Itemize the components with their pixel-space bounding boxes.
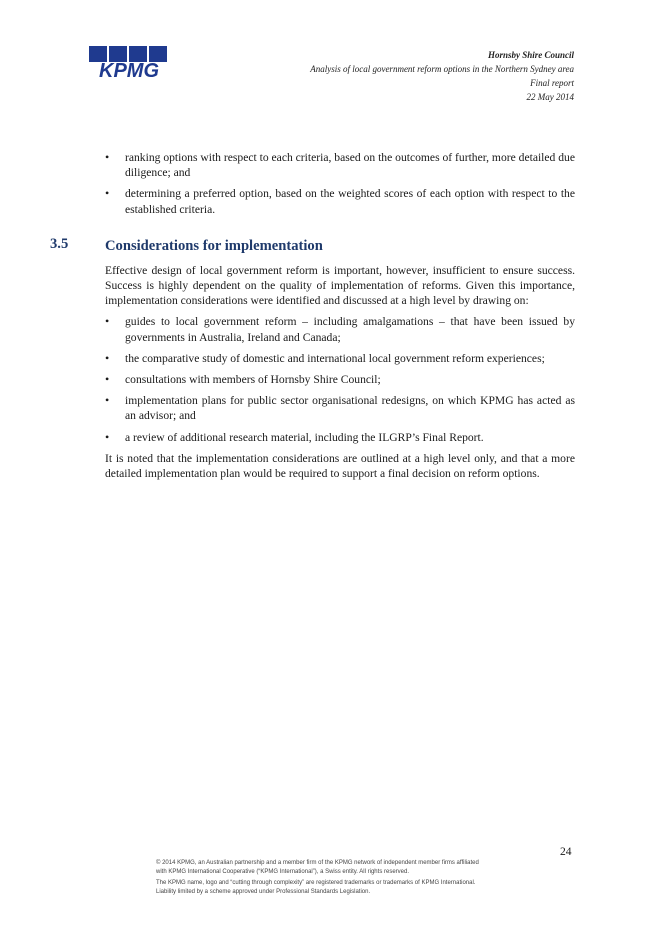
header-report-type: Final report (530, 78, 574, 88)
page-number: 24 (560, 845, 572, 858)
list-item: • guides to local government reform – including amalgamations – that have been issued by governments in Australia, Ireland and Canada; (105, 314, 575, 344)
section-paragraph-2: It is noted that the implementation considerations are outlined at a high level only, and that a more detailed implementation plan would be required to support a final decision on reform options. (105, 451, 575, 481)
section-bullet-list (105, 314, 575, 444)
logo-text: KPMG (99, 60, 159, 80)
bullet-icon: • (105, 393, 110, 408)
list-item: • implementation plans for public sector organisational redesigns, on which KPMG has acted as an advisor; and (105, 393, 575, 423)
list-item: • consultations with members of Hornsby Shire Council; (105, 372, 381, 387)
header-date: 22 May 2014 (526, 92, 574, 102)
footer-copyright-line-1: © 2014 KPMG, an Australian partnership and a member firm of the KPMG network of independent member firms affiliated (156, 860, 479, 866)
list-item: • a review of additional research material, including the ILGRP’s Final Report. (105, 429, 484, 444)
list-item: • ranking options with respect to each criteria, based on the outcomes of further, more detailed due diligence; and (105, 150, 575, 180)
footer-liability-line: Liability limited by a scheme approved under Professional Standards Legislation. (156, 888, 371, 895)
bullet-icon: • (105, 429, 110, 444)
bullet-icon: • (105, 186, 110, 201)
section-3-5 (50, 235, 575, 481)
bullet-icon: • (105, 150, 110, 164)
footer-copyright-line-2: with KPMG International Cooperative (“KPMG International”), a Swiss entity. All rights reserved. (156, 868, 409, 875)
header-subtitle: Analysis of local government reform options in the Northern Sydney area (310, 64, 574, 74)
bullet-icon: • (105, 372, 110, 387)
bullet-icon: • (105, 350, 110, 365)
section-title: Considerations for implementation (105, 237, 323, 254)
section-number: 3.5 (50, 235, 69, 252)
page-header (310, 48, 574, 104)
header-organisation: Hornsby Shire Council (487, 50, 574, 60)
bullet-icon: • (105, 314, 110, 329)
footer-trademark-line: The KPMG name, logo and “cutting through complexity” are registered trademarks or trademarks of KPMG International. (156, 880, 476, 887)
section-paragraph-1: Effective design of local government reform is important, however, insufficient to ensure success. Success is highly dependent on the quality of implementation of reforms. Given this importance, implementation considerations were identified and discussed at a high level by drawing on: (105, 263, 575, 308)
page-footer (156, 859, 536, 896)
list-item: • the comparative study of domestic and international local government reform experiences; (105, 350, 545, 365)
page-content (50, 150, 575, 487)
kpmg-logo (87, 46, 171, 80)
list-item: • determining a preferred option, based on the weighted scores of each option with respect to the established criteria. (105, 186, 575, 216)
intro-bullet-list (105, 150, 575, 217)
